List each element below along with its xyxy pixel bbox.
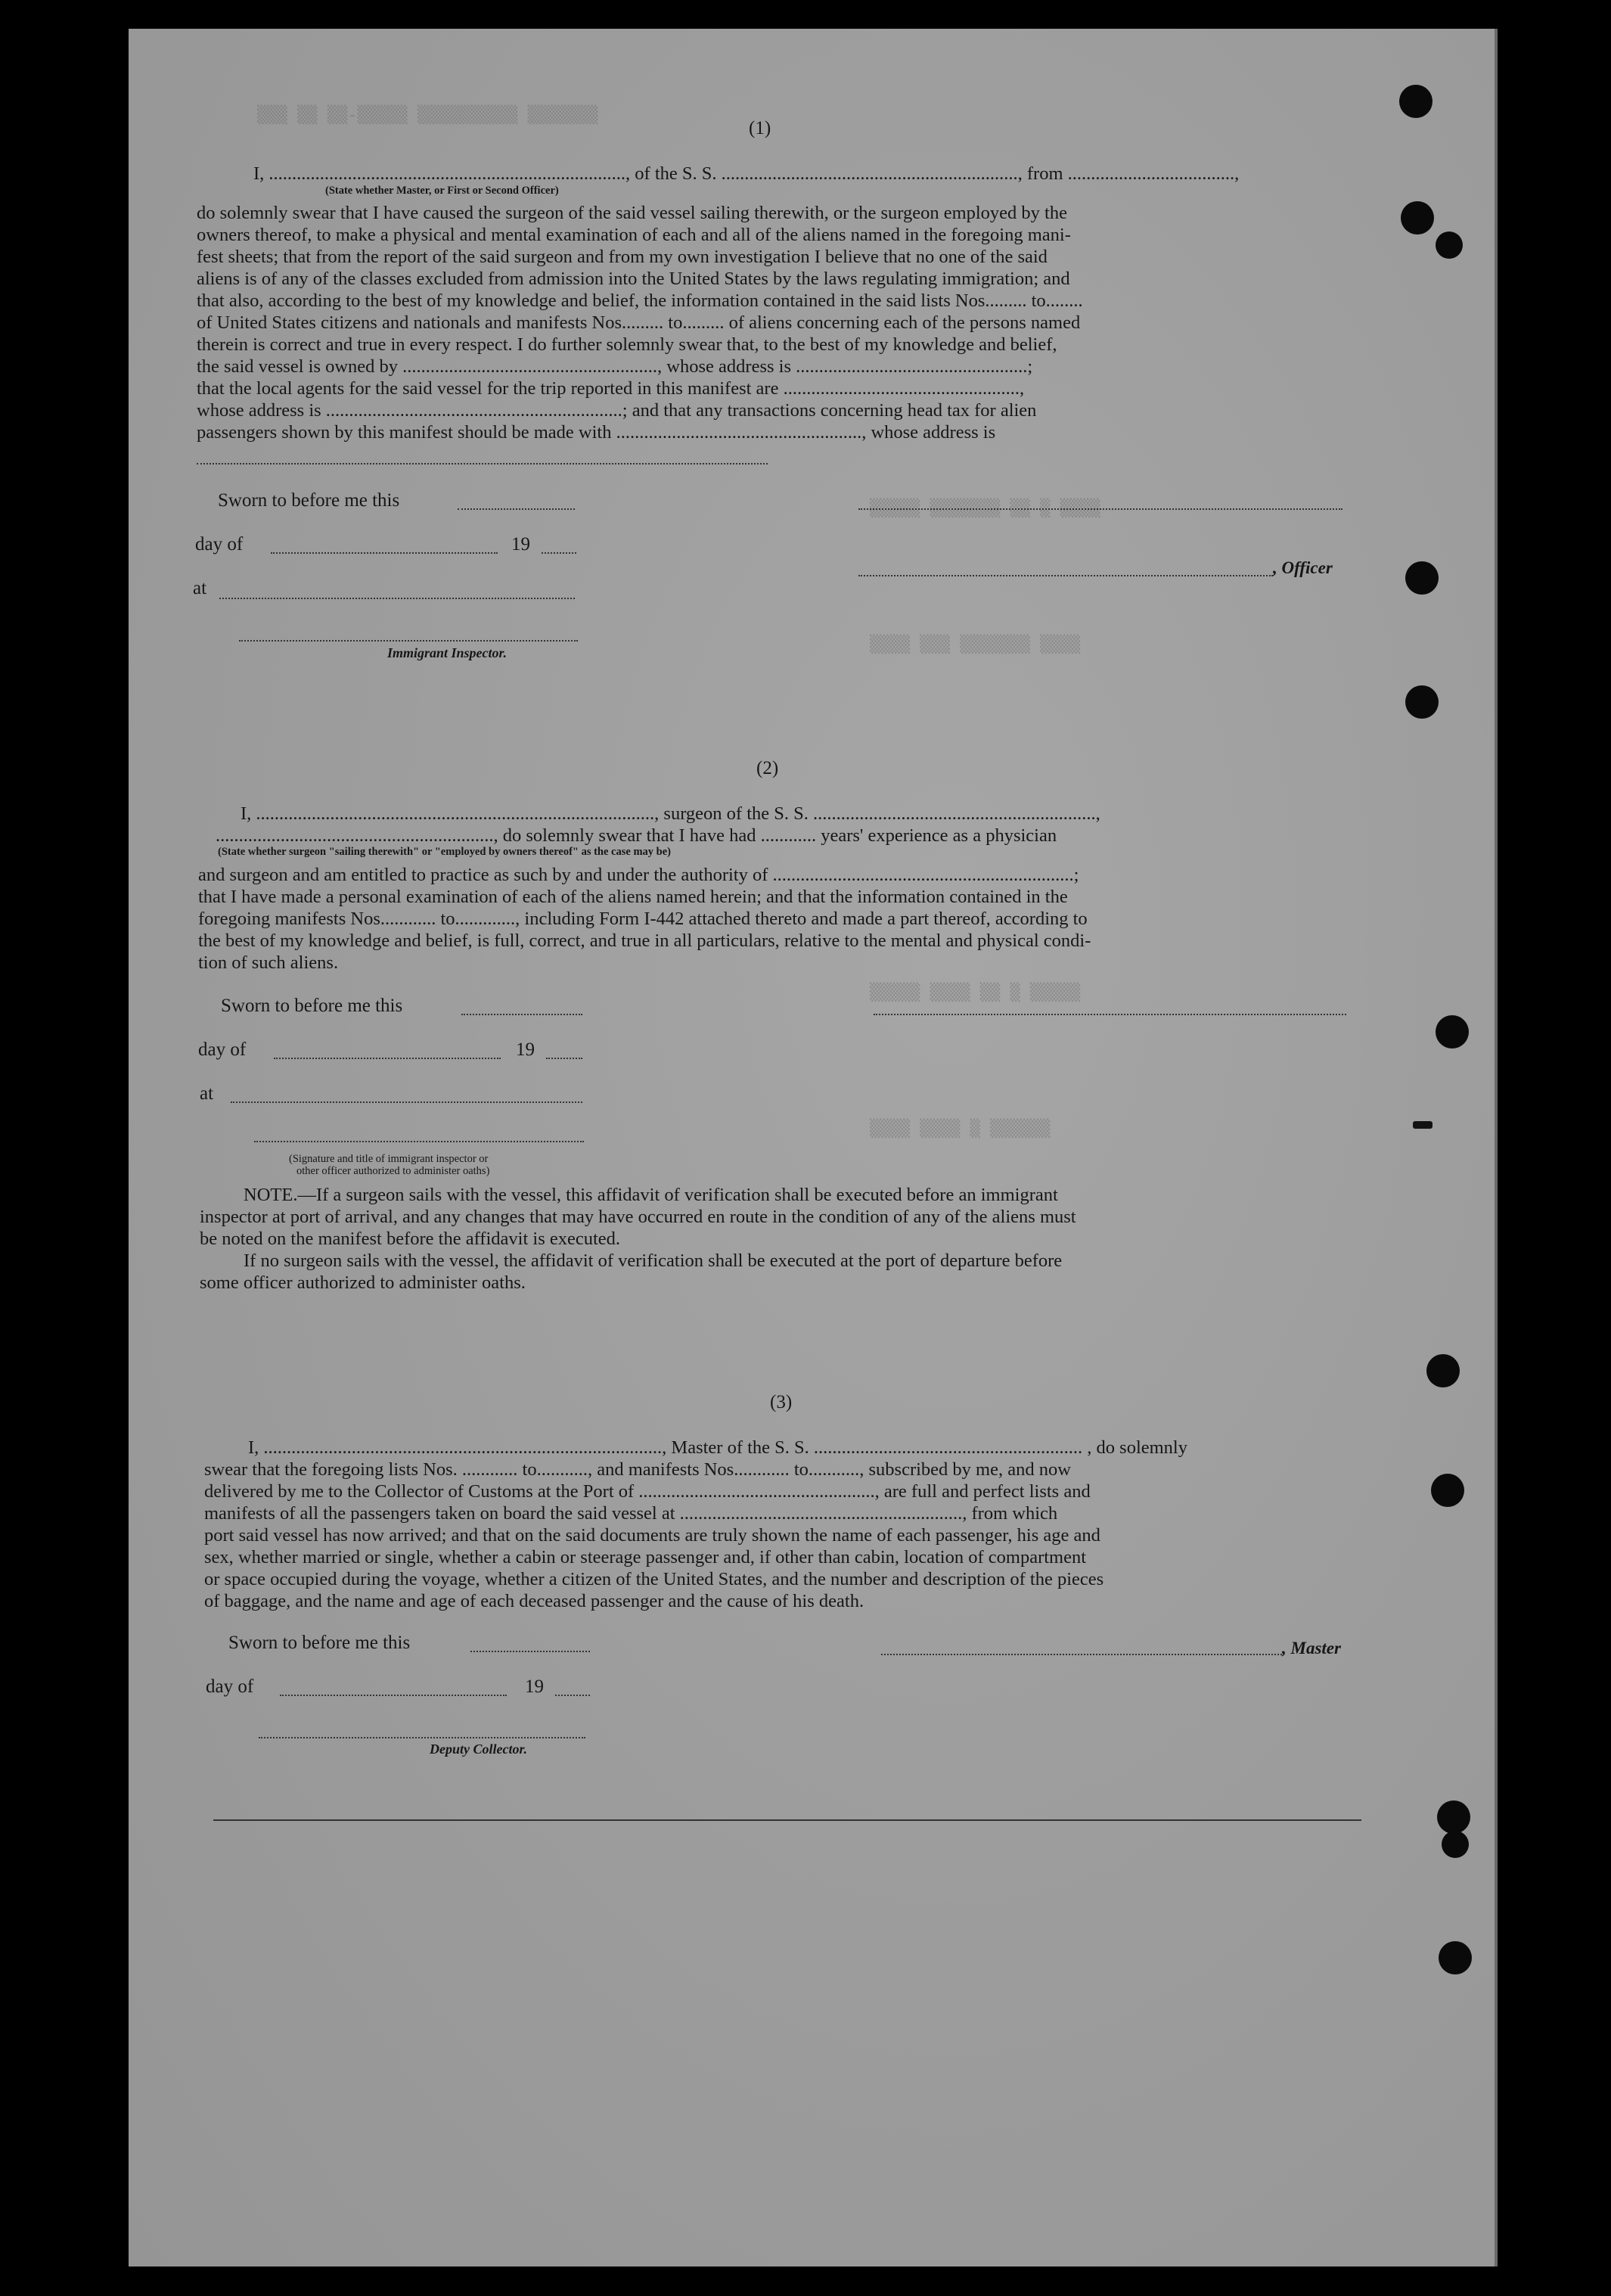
section-1-line: do solemnly swear that I have caused the surgeon of the said vessel sailing therewith, or the surgeon employed by the [197,203,1067,223]
section-1-line: I, ............................................................................., of the S. S. ................................................................, from ...................................., [253,163,1240,184]
officer-title-field[interactable] [858,575,1273,576]
section-1-number: (1) [749,118,771,138]
section-1-line: the said vessel is owned by ......................................................., whose address is ..................................................; [197,356,1033,377]
punch-mark [1413,1121,1433,1129]
section-3-line: I, ......................................................................................, Master of the S. S. .......................................................... , do solemnly [248,1437,1187,1458]
officer-rank-caption: (State whether Master, or First or Second Officer) [325,185,559,197]
section-2-line: ............................................................, do solemnly swear that I have had ............ years' experience as a physician [216,825,1057,846]
punch-hole [1436,1015,1469,1049]
section-1-line: therein is correct and true in every respect. I do further solemnly swear that, to the best of my knowledge and belief, [197,334,1057,355]
punch-hole [1426,1354,1460,1387]
surgeon-signature-field[interactable] [874,1014,1346,1015]
sworn-label: Sworn to before me this [218,490,400,511]
note-line: some officer authorized to administer oaths. [200,1272,526,1293]
collector-caption: Deputy Collector. [430,1741,527,1757]
bottom-rule [213,1819,1361,1821]
at-field[interactable] [231,1101,582,1103]
inspector-caption: Immigrant Inspector. [387,645,508,660]
year-label: 19 [511,534,530,555]
section-1-line: that also, according to the best of my knowledge and belief, the information contained in the said lists Nos......... to........ [197,290,1083,311]
officer-label: , Officer [1273,558,1333,577]
punch-hole [1439,1941,1472,1974]
page-edge [1495,29,1498,2266]
bleed-through: ▒▒▒▒▒ ▒▒▒▒ ▒▒ ▒ ▒▒▒▒▒ [870,983,1081,1002]
section-3-line: port said vessel has now arrived; and that on the said documents are truly shown the name of each passenger, his age and [204,1525,1100,1546]
section-3-number: (3) [770,1392,793,1412]
collector-signature-field[interactable] [259,1737,585,1738]
section-2-line: and surgeon and am entitled to practice as such by and under the authority of .................................................................; [198,865,1079,885]
at-field[interactable] [219,598,575,599]
section-2-line: foregoing manifests Nos............ to............., including Form I-442 attached thereto and made a part thereof, according to [198,909,1088,929]
punch-hole [1405,685,1439,719]
bleed-through: ▒▒▒▒▒ ▒▒▒▒▒▒▒ ▒▒ ▒ ▒▒▒▒ [870,499,1100,518]
section-1-line: whose address is ................................................................; and that any transactions concerning head tax for alien [197,400,1037,421]
master-signature-field[interactable] [881,1654,1282,1655]
punch-hole [1405,561,1439,595]
note-line: be noted on the manifest before the affidavit is executed. [200,1229,621,1249]
day-of-field[interactable] [274,1058,501,1059]
section-3-line: of baggage, and the name and age of each deceased passenger and the cause of his death. [204,1591,864,1611]
day-of-label: day of [198,1039,247,1060]
inspector-signature-field[interactable] [239,640,578,642]
day-of-field[interactable] [280,1695,507,1696]
bleed-through: ▒▒▒ ▒▒ ▒▒-▒▒▒▒▒ ▒▒▒▒▒▒▒▒▒▒ ▒▒▒▒▒▒▒ [257,106,598,125]
officer-signature-field[interactable] [858,508,1342,510]
section-1-line: aliens is of any of the classes excluded from admission into the United States by the laws regulating immigration; and [197,269,1070,289]
section-3-line: or space occupied during the voyage, whether a citizen of the United States, and the number and description of the pieces [204,1569,1104,1589]
surgeon-type-caption: (State whether surgeon "sailing therewith" or "employed by owners thereof" as the case may be) [218,846,671,858]
section-2-line: I, ......................................................................................, surgeon of the S. S. ............................................................., [241,803,1100,824]
note-line: If no surgeon sails with the vessel, the affidavit of verification shall be executed at the port of departure before [244,1251,1063,1271]
year-label: 19 [525,1676,544,1697]
note-line: inspector at port of arrival, and any changes that may have occurred en route in the condition of any of the aliens must [200,1207,1076,1227]
section-1-line: owners thereof, to make a physical and mental examination of each and all of the aliens named in the foregoing mani- [197,225,1071,245]
day-of-label: day of [206,1676,254,1697]
signature-caption: (Signature and title of immigrant inspector or [289,1153,489,1165]
sworn-date-field[interactable] [458,508,575,510]
inspector-signature-field[interactable] [254,1141,584,1142]
at-label: at [200,1083,214,1104]
sworn-label: Sworn to before me this [221,996,403,1016]
day-of-field[interactable] [271,552,498,554]
master-label: , Master [1282,1639,1341,1658]
section-1-line: of United States citizens and nationals and manifests Nos......... to......... of aliens concerning each of the persons named [197,312,1081,333]
day-of-label: day of [195,534,244,555]
year-field[interactable] [546,1058,582,1059]
sworn-label: Sworn to before me this [228,1633,411,1653]
section-3-line: swear that the foregoing lists Nos. ............ to..........., and manifests Nos............ to..........., subscribed by me, and now [204,1459,1071,1480]
sworn-date-field[interactable] [470,1651,590,1652]
signature-caption: other officer authorized to administer oaths) [296,1165,490,1177]
note-line: NOTE.—If a surgeon sails with the vessel, this affidavit of verification shall be executed before an immigrant [244,1185,1058,1205]
punch-hole [1431,1474,1464,1507]
section-2-line: that I have made a personal examination of each of the aliens named herein; and that the information contained in the [198,887,1068,907]
section-2-number: (2) [756,758,779,778]
bleed-through: ▒▒▒▒ ▒▒▒ ▒▒▒▒▒▒▒ ▒▒▒▒ [870,635,1081,654]
section-3-line: delivered by me to the Collector of Customs at the Port of ..................................................., are full and perfect lists and [204,1481,1091,1502]
year-field[interactable] [542,552,576,554]
section-3-line: sex, whether married or single, whether a cabin or steerage passenger and, if other than cabin, location of compartment [204,1547,1087,1567]
punch-hole [1401,201,1434,235]
punch-hole [1399,85,1433,118]
year-field[interactable] [555,1695,590,1696]
punch-hole [1436,231,1463,259]
section-1-line: passengers shown by this manifest should be made with ....................................................., whose address is [197,422,996,443]
section-2-line: tion of such aliens. [198,952,339,973]
address-field[interactable] [197,463,768,464]
sworn-date-field[interactable] [461,1014,582,1015]
section-1-line: fest sheets; that from the report of the said surgeon and from my own investigation I believe that no one of the said [197,247,1048,267]
section-1-line: that the local agents for the said vessel for the trip reported in this manifest are ..................................................., [197,378,1025,399]
year-label: 19 [516,1039,535,1060]
section-3-line: manifests of all the passengers taken on board the said vessel at ............................................................., from which [204,1503,1058,1524]
at-label: at [193,578,207,598]
bleed-through: ▒▒▒▒ ▒▒▒▒ ▒ ▒▒▒▒▒▒ [870,1120,1051,1139]
section-2-line: the best of my knowledge and belief, is full, correct, and true in all particulars, relative to the mental and physical condi- [198,931,1091,951]
punch-hole [1442,1831,1469,1858]
punch-hole [1437,1800,1470,1834]
